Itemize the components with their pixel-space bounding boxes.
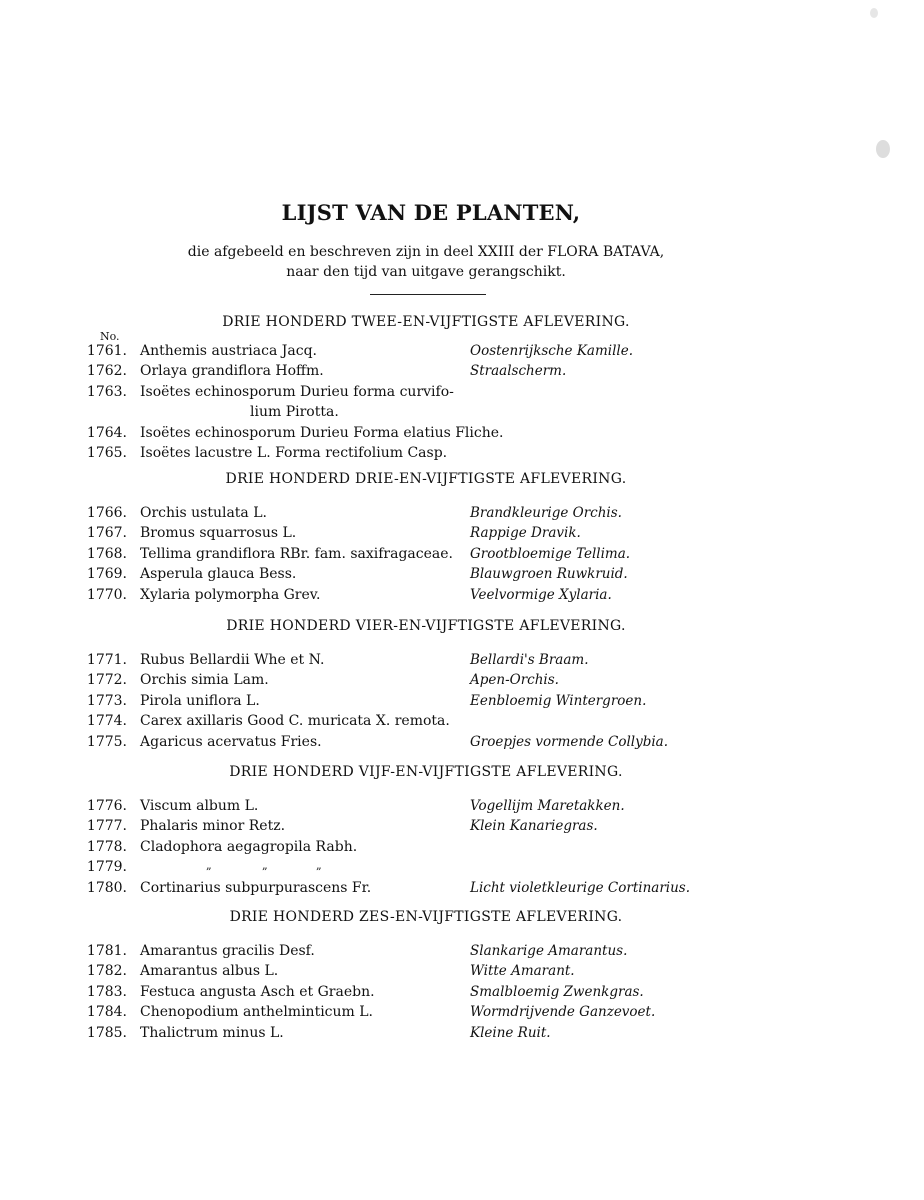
scientific-name: Cortinarius subpurpurascens Fr. [140,879,372,896]
scientific-name: Bromus squarrosus L. [140,525,297,542]
ditto-mark: „ [316,859,322,873]
ditto-mark: „ [206,859,212,873]
entry-number: 1777. [86,818,127,835]
list-item [0,734,924,754]
common-name: Klein Kanariegras. [470,818,598,835]
scientific-name: Asperula glauca Bess. [140,566,297,583]
common-name: Wormdrijvende Ganzevoet. [470,1004,656,1021]
entry-number: 1768. [86,545,127,562]
scientific-name: Thalictrum minus L. [140,1024,284,1041]
subtitle-line: die afgebeeld en beschreven zijn in deel XXIII der FLORA BATAVA, [187,244,665,260]
list-item [0,859,924,879]
scientific-name: Amarantus gracilis Desf. [140,943,315,959]
common-name: Witte Amarant. [470,963,575,980]
scientific-name: Cladophora aegagropila Rabh. [140,838,358,855]
scientific-name-continuation: lium Pirotta. [250,403,339,420]
scientific-name: Carex axillaris Good C. muricata X. remota. [140,713,450,730]
list-item [0,839,924,859]
list-item [0,505,924,525]
list-item [0,672,924,692]
common-name: Bellardi's Braam. [470,652,589,668]
list-item [0,383,924,420]
section-heading: DRIE HONDERD TWEE-EN-VIJFTIGSTE AFLEVERING. [222,314,630,330]
entry-number: 1776. [86,798,127,814]
entry-number: 1778. [86,838,127,855]
scientific-name: Isoëtes echinosporum Durieu Forma elatius Fliche. [140,424,504,441]
common-name: Straalscherm. [470,363,567,380]
scientific-name: Orlaya grandiflora Hoffm. [140,363,324,380]
entry-number: 1766. [86,505,127,521]
entry-number: 1771. [86,652,127,668]
entry-number: 1770. [86,586,127,603]
section-heading: DRIE HONDERD ZES-EN-VIJFTIGSTE AFLEVERING. [229,909,623,925]
section-heading: DRIE HONDERD DRIE-EN-VIJFTIGSTE AFLEVERING. [225,471,627,487]
entry-number: 1780. [86,879,127,896]
list-item [0,425,924,445]
scientific-name: Festuca angusta Asch et Graebn. [140,983,375,1000]
divider-rule [370,294,486,295]
section-heading: DRIE HONDERD VIJF-EN-VIJFTIGSTE AFLEVERING. [229,764,623,780]
common-name: Blauwgroen Ruwkruid. [470,566,628,583]
common-name: Smalbloemig Zwenkgras. [470,983,644,1000]
common-name: Licht violetkleurige Cortinarius. [470,879,691,896]
common-name: Eenbloemig Wintergroen. [470,692,647,709]
list-item [0,1025,924,1045]
entry-number: 1785. [86,1024,127,1041]
entry-number: 1781. [86,943,127,959]
common-name: Kleine Ruit. [470,1024,551,1041]
list-item [0,363,924,383]
common-name: Rappige Dravik. [470,525,581,542]
entry-number: 1767. [86,525,127,542]
list-item [0,798,924,818]
scientific-name: Viscum album L. [140,798,259,814]
list-item [0,818,924,838]
scientific-name: Anthemis austriaca Jacq. [140,343,317,359]
scientific-name: Phalaris minor Retz. [140,818,286,835]
entry-number: 1773. [86,692,127,709]
entry-number: 1774. [86,713,127,730]
scientific-name: Agaricus acervatus Fries. [140,733,322,750]
common-name: Brandkleurige Orchis. [470,505,622,521]
list-item [0,984,924,1004]
list-item [0,546,924,566]
scientific-name: Isoëtes lacustre L. Forma rectifolium Casp. [140,445,448,461]
scientific-name: Isoëtes echinosporum Durieu forma curvifo- [140,383,454,400]
list-item [0,880,924,900]
list-item [0,1004,924,1024]
scientific-name: Rubus Bellardii Whe et N. [140,652,325,668]
entry-number: 1784. [86,1004,127,1021]
common-name: Slankarige Amarantus. [470,943,628,959]
paper-speck [876,140,890,158]
scientific-name: Orchis simia Lam. [140,672,269,689]
list-item [0,445,924,465]
ditto-mark: „ [262,859,268,873]
list-item [0,652,924,672]
entry-number: 1783. [86,983,127,1000]
common-name: Vogellijm Maretakken. [470,798,625,814]
scientific-name: Chenopodium anthelminticum L. [140,1004,374,1021]
list-item [0,943,924,963]
scientific-name: Pirola uniflora L. [140,692,260,709]
paper-speck [870,8,878,18]
entry-number: 1764. [86,424,127,441]
common-name: Groepjes vormende Collybia. [470,733,669,750]
common-name: Oostenrijksche Kamille. [470,343,634,359]
list-item [0,587,924,607]
list-item [0,566,924,586]
list-item [0,713,924,733]
common-name: Apen-Orchis. [470,672,559,689]
scientific-name: Tellima grandiflora RBr. fam. saxifragaceae. [140,545,453,562]
scientific-name: Xylaria polymorpha Grev. [140,586,321,603]
section-heading: DRIE HONDERD VIER-EN-VIJFTIGSTE AFLEVERING. [226,618,626,634]
common-name: Veelvormige Xylaria. [470,586,612,603]
page-title: LIJST VAN DE PLANTEN, [281,200,581,225]
list-item [0,525,924,545]
entry-number: 1765. [86,445,127,461]
entry-number: 1769. [86,566,127,583]
list-item [0,693,924,713]
list-item [0,963,924,983]
subtitle-line: naar den tijd van uitgave gerangschikt. [286,264,566,280]
entry-number: 1782. [86,963,127,980]
common-name: Grootbloemige Tellima. [470,545,631,562]
list-item [0,343,924,363]
entry-number: 1763. [86,383,127,400]
scientific-name: Amarantus albus L. [140,963,279,980]
entry-number: 1772. [86,672,127,689]
number-column-label: No. [100,330,120,343]
entry-number: 1779. [86,859,127,876]
entry-number: 1762. [86,363,127,380]
scientific-name: Orchis ustulata L. [140,505,267,521]
entry-number: 1775. [86,733,127,750]
entry-number: 1761. [86,343,127,359]
